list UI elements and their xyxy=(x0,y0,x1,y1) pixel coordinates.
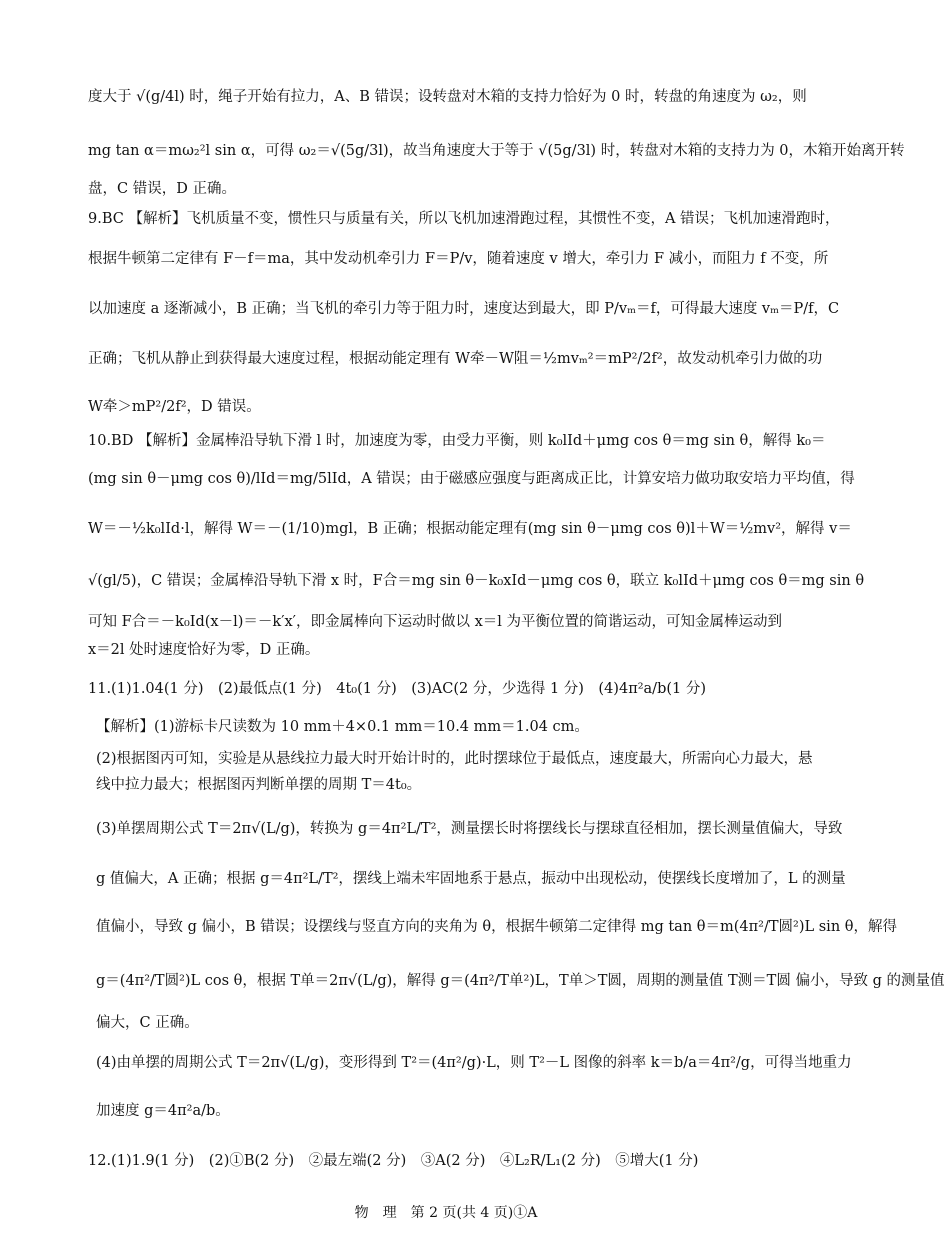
text-line: 以加速度 a 逐渐减小，B 正确；当飞机的牵引力等于阻力时，速度达到最大，即 P/vₘ＝f，可得最大速度 vₘ＝P/f，C xyxy=(88,301,840,317)
text-line: 【解析】(1)游标卡尺读数为 10 mm＋4×0.1 mm＝10.4 mm＝1.04 cm。 xyxy=(96,719,589,735)
page-footer: 物 理 第 2 页(共 4 页)①A xyxy=(354,1205,538,1221)
text-line: 12.(1)1.9(1 分) (2)①B(2 分) ②最左端(2 分) ③A(2 分) ④L₂R/L₁(2 分) ⑤增大(1 分) xyxy=(88,1153,699,1169)
text-line: 线中拉力最大；根据图丙判断单摆的周期 T＝4t₀。 xyxy=(96,777,422,793)
text-line: (3)单摆周期公式 T＝2π√(L/g)，转换为 g＝4π²L/T²，测量摆长时将摆线长与摆球直径相加，摆长测量值偏大，导致 xyxy=(96,821,843,837)
text-line: 可知 F合＝－k₀Id(x－l)＝－k′x′，即金属棒向下运动时做以 x＝l 为平衡位置的简谐运动，可知金属棒运动到 xyxy=(88,614,782,630)
text-line: (mg sin θ－μmg cos θ)/lId＝mg/5lId，A 错误；由于磁感应强度与距离成正比，计算安培力做功取安培力平均值，得 xyxy=(88,471,855,487)
text-line: 根据牛顿第二定律有 F－f＝ma，其中发动机牵引力 F＝P/v，随着速度 v 增大，牵引力 F 减小，而阻力 f 不变，所 xyxy=(88,251,829,267)
text-line: 盘，C 错误，D 正确。 xyxy=(88,181,236,197)
text-line: x＝2l 处时速度恰好为零，D 正确。 xyxy=(88,642,320,658)
text-line: 度大于 √(g/4l) 时，绳子开始有拉力，A、B 错误；设转盘对木箱的支持力恰好为 0 时，转盘的角速度为 ω₂，则 xyxy=(88,89,807,105)
text-line: (2)根据图丙可知，实验是从悬线拉力最大时开始计时的，此时摆球位于最低点，速度最大，所需向心力最大，悬 xyxy=(96,751,813,767)
text-line: (4)由单摆的周期公式 T＝2π√(L/g)，变形得到 T²＝(4π²/g)·L，则 T²－L 图像的斜率 k＝b/a＝4π²/g，可得当地重力 xyxy=(96,1055,852,1071)
text-line: W＝－½k₀lId·l，解得 W＝－(1/10)mgl，B 正确；根据动能定理有(mg sin θ－μmg cos θ)l＋W＝½mv²，解得 v＝ xyxy=(88,521,852,537)
text-line: 加速度 g＝4π²a/b。 xyxy=(96,1103,230,1119)
text-line: 偏大，C 正确。 xyxy=(96,1015,199,1031)
text-line: √(gl/5)，C 错误；金属棒沿导轨下滑 x 时，F合＝mg sin θ－k₀xId－μmg cos θ，联立 k₀lId＋μmg cos θ＝mg sin θ xyxy=(88,573,865,589)
text-line: g＝(4π²/T圆²)L cos θ，根据 T单＝2π√(L/g)，解得 g＝(4π²/T单²)L，T单＞T圆，周期的测量值 T测＝T圆 偏小，导致 g 的测量值 xyxy=(96,973,944,989)
text-line: mg tan α＝mω₂²l sin α，可得 ω₂＝√(5g/3l)，故当角速度大于等于 √(5g/3l) 时，转盘对木箱的支持力为 0，木箱开始离开转 xyxy=(88,143,905,159)
text-line: W牵＞mP²/2f²，D 错误。 xyxy=(88,399,261,415)
text-line: 11.(1)1.04(1 分) (2)最低点(1 分) 4t₀(1 分) (3)AC(2 分，少选得 1 分) (4)4π²a/b(1 分) xyxy=(88,681,706,697)
text-line: 正确；飞机从静止到获得最大速度过程，根据动能定理有 W牵－W阻＝½mvₘ²＝mP²/2f²，故发动机牵引力做的功 xyxy=(88,351,823,367)
text-line: 值偏小，导致 g 偏小，B 错误；设摆线与竖直方向的夹角为 θ，根据牛顿第二定律得 mg tan θ＝m(4π²/T圆²)L sin θ，解得 xyxy=(96,919,897,935)
text-line: 9.BC 【解析】飞机质量不变，惯性只与质量有关，所以飞机加速滑跑过程，其惯性不变，A 错误；飞机加速滑跑时， xyxy=(88,211,840,227)
text-line: 10.BD 【解析】金属棒沿导轨下滑 l 时，加速度为零，由受力平衡，则 k₀lId＋μmg cos θ＝mg sin θ，解得 k₀＝ xyxy=(88,433,826,449)
text-line: g 值偏大，A 正确；根据 g＝4π²L/T²，摆线上端未牢固地系于悬点，振动中出现松动，使摆线长度增加了，L 的测量 xyxy=(96,871,846,887)
